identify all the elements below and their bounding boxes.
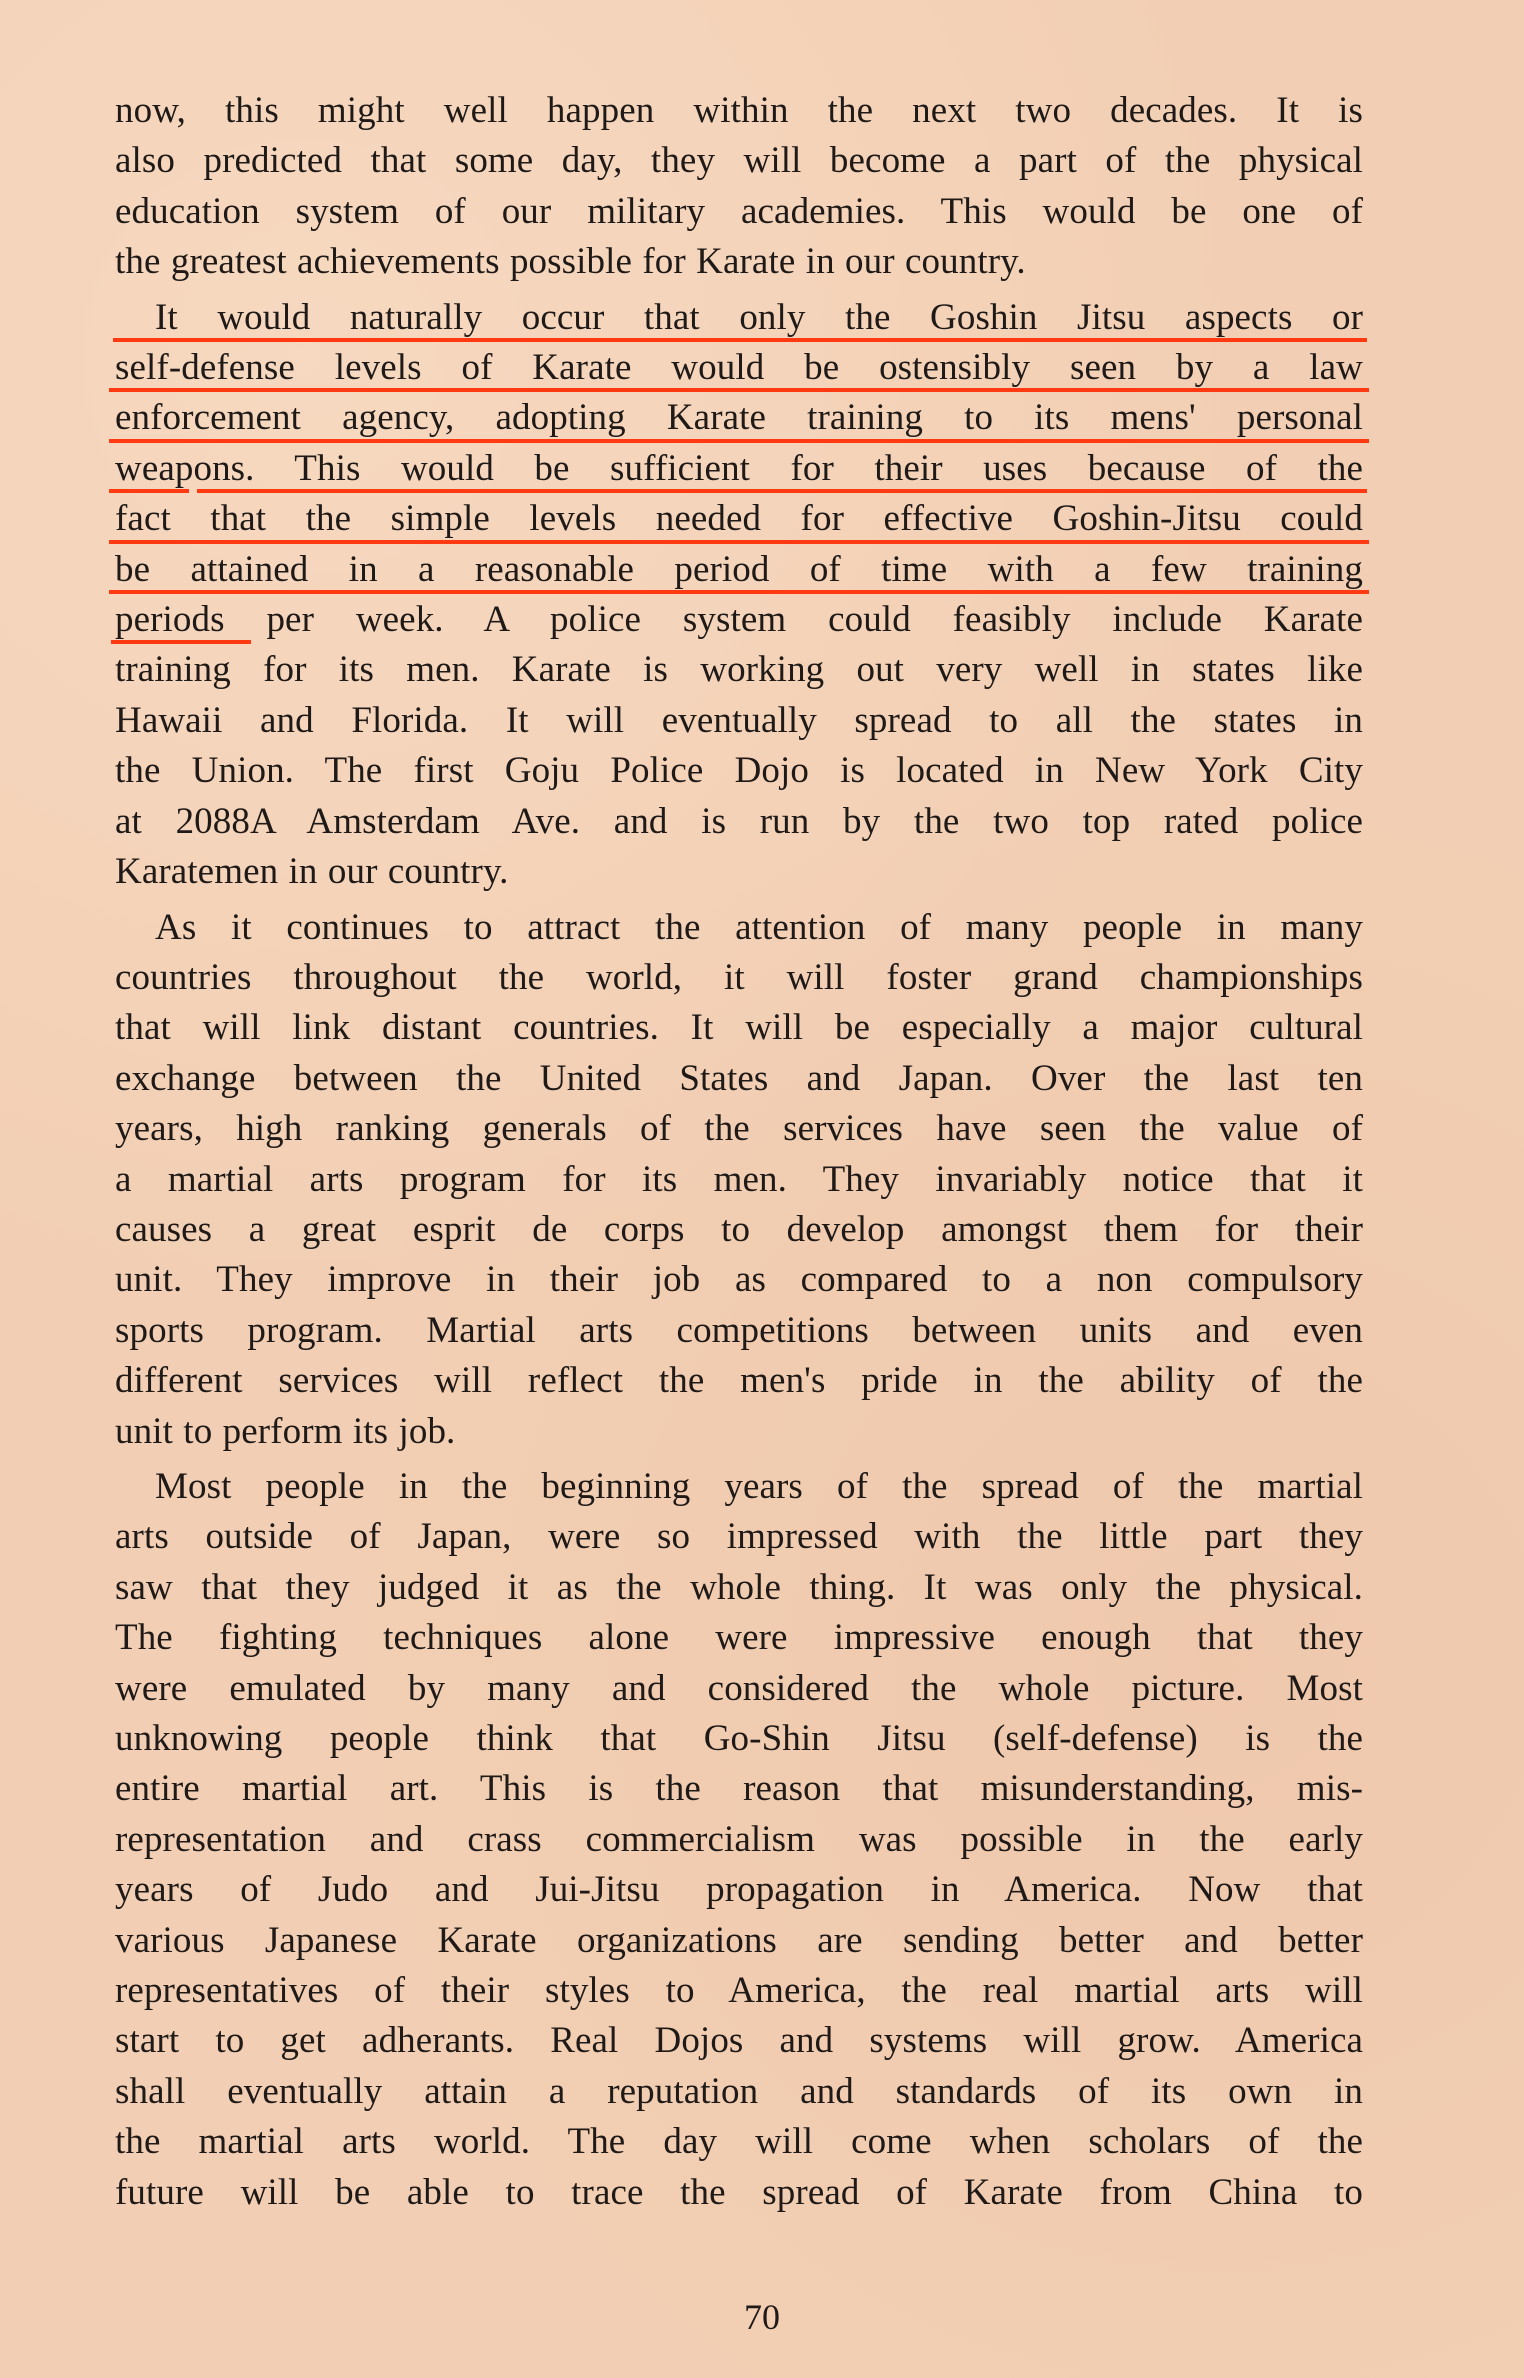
book-page: [115, 86, 1363, 2218]
text-line: countries throughout the world, it will foster grand championships: [115, 956, 1363, 998]
text-line: future will be able to trace the spread of Karate from China to: [115, 2171, 1363, 2213]
text-line: also predicted that some day, they will become a part of the physical: [115, 140, 1363, 182]
red-underline: [109, 388, 1369, 392]
highlighted-line: [115, 545, 1363, 595]
red-underline: [109, 590, 1369, 594]
text-line: arts outside of Japan, were so impressed with the little part they: [115, 1516, 1363, 1558]
red-underline: [113, 338, 1367, 342]
text-line: representatives of their styles to America, the real martial arts will: [115, 1970, 1363, 2012]
text-line: entire martial art. This is the reason that misunderstanding, mis-: [115, 1768, 1363, 1810]
text-line: various Japanese Karate organizations are sending better and better: [115, 1919, 1363, 1961]
text-line: exchange between the United States and Japan. Over the last ten: [115, 1057, 1363, 1099]
highlighted-line: [115, 595, 1363, 645]
text-line: causes a great esprit de corps to develop amongst them for their: [115, 1208, 1363, 1250]
text-line: It would naturally occur that only the Goshin Jitsu aspects or: [155, 296, 1363, 338]
text-line: periods per week. A police system could feasibly include Karate: [115, 599, 1363, 641]
text-line: unknowing people think that Go-Shin Jitsu (self-defense) is the: [115, 1718, 1363, 1759]
red-underline: [109, 489, 189, 493]
text-line: that will link distant countries. It will be especially a major cultural: [115, 1007, 1363, 1049]
highlighted-line: [115, 444, 1363, 494]
highlighted-line: [115, 343, 1363, 393]
text-line: the greatest achievements possible for Karate in our country.: [115, 241, 1026, 283]
text-line: Hawaii and Florida. It will eventually spread to all the states in: [115, 699, 1363, 741]
text-line: unit to perform its job.: [115, 1410, 456, 1452]
text-line: training for its men. Karate is working out very well in states like: [115, 649, 1363, 691]
red-underline: [197, 489, 1367, 493]
text-line: weapons. This would be sufficient for their uses because of the: [115, 447, 1363, 489]
text-line: the martial arts world. The day will come when scholars of the: [115, 2121, 1363, 2163]
text-line: As it continues to attract the attention of many people in many: [155, 906, 1363, 948]
text-line: years of Judo and Jui-Jitsu propagation in America. Now that: [115, 1869, 1363, 1911]
text-line: fact that the simple levels needed for effective Goshin-Jitsu could: [115, 498, 1363, 540]
text-line: years, high ranking generals of the services have seen the value of: [115, 1108, 1363, 1150]
text-line: The fighting techniques alone were impressive enough that they: [115, 1617, 1363, 1659]
paragraph-1: [115, 86, 1363, 288]
text-line: the Union. The first Goju Police Dojo is located in New York City: [115, 750, 1363, 792]
text-line: self-defense levels of Karate would be ostensibly seen by a law: [115, 347, 1363, 389]
text-line: unit. They improve in their job as compared to a non compulsory: [115, 1259, 1363, 1301]
red-underline: [109, 439, 1369, 443]
text-line: representation and crass commercialism was possible in the early: [115, 1818, 1363, 1860]
paragraph-3: [115, 903, 1363, 1457]
text-line: start to get adherants. Real Dojos and systems will grow. America: [115, 2020, 1363, 2062]
text-line: Most people in the beginning years of the spread of the martial: [155, 1465, 1363, 1507]
highlighted-line: [115, 293, 1363, 343]
paragraph-4: [115, 1462, 1363, 2218]
text-line: education system of our military academies. This would be one of: [115, 190, 1363, 232]
text-line: Karatemen in our country.: [115, 851, 509, 893]
text-line: be attained in a reasonable period of time with a few training: [115, 548, 1363, 590]
text-line: different services will reflect the men's pride in the ability of the: [115, 1360, 1363, 1402]
paragraph-2-highlighted: [115, 293, 1363, 898]
highlighted-line: [115, 393, 1363, 443]
text-line: were emulated by many and considered the whole picture. Most: [115, 1667, 1363, 1709]
red-underline: [109, 540, 1369, 544]
text-line: shall eventually attain a reputation and standards of its own in: [115, 2070, 1363, 2112]
text-line: a martial arts program for its men. They invariably notice that it: [115, 1158, 1363, 1200]
text-line: sports program. Martial arts competitions between units and even: [115, 1309, 1363, 1351]
text-line: saw that they judged it as the whole thing. It was only the physical.: [115, 1566, 1363, 1608]
text-line: now, this might well happen within the next two decades. It is: [115, 90, 1363, 131]
text-line: at 2088A Amsterdam Ave. and is run by the two top rated police: [115, 800, 1363, 842]
highlighted-line: [115, 494, 1363, 544]
text-line: enforcement agency, adopting Karate training to its mens' personal: [115, 397, 1363, 439]
page-number: 70: [744, 2297, 780, 2337]
red-underline: [111, 640, 251, 644]
